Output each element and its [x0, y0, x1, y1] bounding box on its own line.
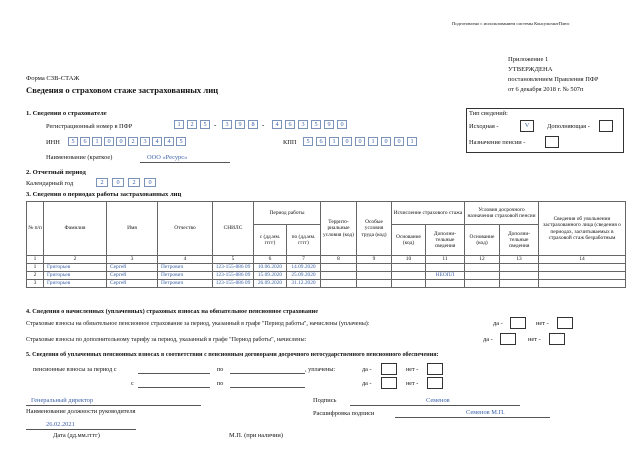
row-territory [321, 272, 357, 280]
row-calc-extra [426, 264, 465, 272]
table-row[interactable] [27, 280, 626, 288]
row-to: 25.09.2020 [287, 272, 321, 280]
reg-digit: 8 [248, 120, 258, 129]
org-name-underline [140, 162, 230, 163]
col-to-header: по (дд.мм. гггг) [287, 225, 321, 256]
appendix-line3: постановлением Правления ПФР [508, 76, 599, 83]
col-number: 9 [357, 256, 392, 264]
inn-digit: 1 [92, 137, 102, 146]
kpp-label: КПП [283, 139, 297, 146]
col-early-basis-header: Основание (код) [465, 225, 500, 256]
year-digit: 0 [144, 178, 156, 187]
inn-label: ИНН [46, 139, 60, 146]
info-type-initial-checkbox[interactable]: V [520, 120, 534, 132]
info-type-pension-checkbox[interactable] [545, 136, 559, 148]
section2-title: 2. Отчетный период [26, 169, 86, 176]
section5-yes2-label: да - [362, 380, 372, 387]
section5-yes2-checkbox[interactable] [381, 377, 397, 389]
inn-digit: 6 [80, 137, 90, 146]
col-period-header: Период работы [254, 202, 321, 225]
row-surname: Григорьев [44, 272, 107, 280]
year-digit: 0 [112, 178, 124, 187]
section4-yes2-checkbox[interactable] [500, 333, 516, 345]
table-row[interactable] [27, 272, 626, 280]
reg-digit: 1 [174, 120, 184, 129]
info-type-label: Тип сведений: [469, 110, 508, 117]
form-name: Форма СЗВ-СТАЖ [26, 75, 80, 82]
section5-from2-field[interactable] [138, 387, 210, 388]
inn-digit: 5 [68, 137, 78, 146]
col-number: 4 [158, 256, 213, 264]
section5-no2-label: нет - [406, 380, 419, 387]
col-calc-header: Исчисление страхового стажа [392, 202, 465, 225]
col-num-header: № п/п [27, 202, 44, 256]
row-name: Сергей [107, 280, 158, 288]
table-row[interactable] [27, 264, 626, 272]
appendix-line2: УТВЕРЖДЕНА [508, 66, 553, 73]
row-num: 2 [27, 272, 44, 280]
row-special [357, 264, 392, 272]
section4-line1: Страховые взносы на обязательное пенсионное страхование за период, указанный в графе "Период работы", начислены (уплачены): [26, 321, 370, 327]
inn-digit: 5 [176, 137, 186, 146]
info-type-initial-label: Исходная - [469, 123, 499, 130]
info-type-supplement-label: Дополняющая - [547, 123, 590, 130]
reg-digit: 2 [187, 120, 197, 129]
kpp-cells[interactable] [303, 136, 433, 147]
section4-yes1-label: да - [493, 320, 503, 327]
kpp-digit: 1 [329, 137, 339, 146]
row-snils: 123-155-886 09 [213, 280, 254, 288]
year-digit: 2 [128, 178, 140, 187]
row-special [357, 280, 392, 288]
section5-yes1-checkbox[interactable] [381, 363, 397, 375]
reg-digit: 5 [200, 120, 210, 129]
reg-digit: 3 [298, 120, 308, 129]
col-calc-extra-header: Дополни-тельные сведения [426, 225, 465, 256]
col-calc-basis-header: Основание (код) [392, 225, 426, 256]
appendix-line4: от 6 декабря 2018 г. № 507п [508, 86, 584, 93]
position-label: Наименование должности руководителя [26, 408, 136, 415]
section4-title: 4. Сведения о начисленных (уплаченных) страховых взносах на обязательное пенсионное страхование [26, 308, 319, 315]
year-cells[interactable] [96, 177, 176, 188]
row-name: Сергей [107, 272, 158, 280]
row-from: 26.09.2020 [254, 280, 287, 288]
col-number: 12 [465, 256, 500, 264]
sign-value[interactable]: Семенов [426, 397, 450, 404]
reg-digit: 9 [235, 120, 245, 129]
kpp-digit: 0 [394, 137, 404, 146]
row-calc-extra: НЕОПЛ [426, 272, 465, 280]
work-periods-table [26, 201, 626, 288]
position-underline [26, 405, 201, 406]
sign-underline [350, 405, 520, 406]
section5-by1-label: по [217, 366, 224, 373]
row-early-extra [500, 280, 539, 288]
section5-period-label: пенсионные взносы за период с [33, 366, 117, 373]
row-num: 1 [27, 264, 44, 272]
kpp-digit: 5 [303, 137, 313, 146]
col-patronymic-header: Отчество [158, 202, 213, 256]
row-name: Сергей [107, 264, 158, 272]
consultant-note: Подготовлено с использованием системы КонсультантПлюс [452, 21, 570, 26]
reg-digit: 0 [337, 120, 347, 129]
director-position[interactable]: Генеральный директор [31, 397, 94, 404]
section5-no1-label: нет - [406, 366, 419, 373]
inn-digit: 2 [128, 137, 138, 146]
row-early-basis [465, 272, 500, 280]
row-dismissal [539, 280, 626, 288]
date-value[interactable]: 26.02.2021 [46, 421, 75, 428]
row-to: 31.12.2020 [287, 280, 321, 288]
section4-no2-checkbox[interactable] [549, 333, 565, 345]
col-snils-header: СНИЛС [213, 202, 254, 256]
col-name-header: Имя [107, 202, 158, 256]
section4-yes1-checkbox[interactable] [510, 317, 526, 329]
row-calc-basis [392, 272, 426, 280]
info-type-supplement-checkbox[interactable] [599, 120, 613, 132]
row-from: 15.09.2020 [254, 272, 287, 280]
inn-digit: 4 [152, 137, 162, 146]
section4-yes2-label: да - [483, 336, 493, 343]
col-early-header: Условия досрочного назначения страховой пенсии [465, 202, 539, 225]
col-from-header: с (дд.мм. гггг) [254, 225, 287, 256]
section5-to2-field[interactable] [230, 387, 305, 388]
section5-from2-label: с [131, 380, 134, 387]
col-number: 1 [27, 256, 44, 264]
section5-paid-label: , уплачены: [305, 366, 336, 373]
row-snils: 123-155-886 09 [213, 272, 254, 280]
section4-line2: Страховые взносы по дополнительному тарифу за период, указанный в графе "Период работы", начислены: [26, 337, 307, 343]
reg-digit: 9 [324, 120, 334, 129]
col-number: 13 [500, 256, 539, 264]
decode-underline [395, 417, 550, 418]
appendix-line1: Приложение 1 [508, 56, 549, 63]
year-label: Календарный год [26, 180, 74, 187]
inn-cells[interactable] [68, 136, 208, 147]
page-title: Сведения о страховом стаже застрахованных лиц [26, 85, 219, 95]
decode-label: Расшифровка подписи [313, 410, 375, 417]
section4-no1-label: нет - [536, 320, 549, 327]
row-patronymic: Петрович [158, 280, 213, 288]
col-number: 11 [426, 256, 465, 264]
row-snils: 123-155-886 09 [213, 264, 254, 272]
stamp-label: М.П. (при наличии) [229, 432, 283, 439]
row-patronymic: Петрович [158, 264, 213, 272]
reg-digit: 6 [285, 120, 295, 129]
kpp-digit: 1 [407, 137, 417, 146]
col-number: 2 [44, 256, 107, 264]
row-surname: Григорьев [44, 264, 107, 272]
date-label: Дата (дд.мм.гггг) [53, 432, 100, 439]
col-early-extra-header: Дополни-тельные сведения [500, 225, 539, 256]
reg-digit: 3 [222, 120, 232, 129]
row-dismissal [539, 272, 626, 280]
reg-number-cells[interactable] [174, 119, 364, 130]
row-early-extra [500, 272, 539, 280]
row-to: 14.09.2020 [287, 264, 321, 272]
row-from: 10.06.2020 [254, 264, 287, 272]
section5-from1-field[interactable] [138, 373, 210, 374]
col-number: 6 [254, 256, 287, 264]
kpp-digit: 1 [368, 137, 378, 146]
reg-dash: - [262, 121, 265, 129]
kpp-digit: 0 [355, 137, 365, 146]
org-name-label: Наименование (краткое) [46, 154, 113, 161]
kpp-digit: 6 [316, 137, 326, 146]
section5-by2-label: по [217, 380, 224, 387]
reg-digit: 5 [311, 120, 321, 129]
row-calc-extra [426, 280, 465, 288]
year-digit: 2 [96, 178, 108, 187]
col-special-header: Особые условия труда (код) [357, 202, 392, 256]
row-territory [321, 280, 357, 288]
section5-no2-checkbox[interactable] [427, 377, 443, 389]
section1-title: 1. Сведения о страхователе [26, 110, 107, 117]
section5-title: 5. Сведения об уплаченных пенсионных взносах в соответствии с пенсионным договорами досрочного негосударственного пенсионного обеспечения: [26, 352, 439, 358]
reg-number-label: Регистрационный номер в ПФР [46, 123, 133, 130]
row-calc-basis [392, 264, 426, 272]
row-special [357, 272, 392, 280]
sign-label: Подпись [313, 397, 337, 404]
col-number: 3 [107, 256, 158, 264]
col-surname-header: Фамилия [44, 202, 107, 256]
section5-to1-field[interactable] [230, 373, 305, 374]
inn-digit: 4 [164, 137, 174, 146]
row-patronymic: Петрович [158, 272, 213, 280]
col-number: 8 [321, 256, 357, 264]
section3-title: 3. Сведения о периодах работы застрахованных лиц [26, 191, 182, 198]
row-surname: Григорьев [44, 280, 107, 288]
row-calc-basis [392, 280, 426, 288]
row-early-basis [465, 280, 500, 288]
col-number: 14 [539, 256, 626, 264]
inn-digit: 0 [104, 137, 114, 146]
row-early-extra [500, 264, 539, 272]
inn-digit: 3 [140, 137, 150, 146]
kpp-digit: 0 [342, 137, 352, 146]
col-number: 7 [287, 256, 321, 264]
info-type-pension-label: Назначение пенсии - [469, 139, 526, 146]
section5-yes1-label: да - [362, 366, 372, 373]
section5-no1-checkbox[interactable] [427, 363, 443, 375]
reg-dash: - [214, 121, 217, 129]
kpp-digit: 0 [381, 137, 391, 146]
section4-no2-label: нет - [528, 336, 541, 343]
col-territory-header: Террито-риальные условия (код) [321, 202, 357, 256]
decode-value[interactable]: Семенов М.П. [466, 409, 505, 416]
row-territory [321, 264, 357, 272]
section4-no1-checkbox[interactable] [557, 317, 573, 329]
row-dismissal [539, 264, 626, 272]
date-underline [26, 429, 136, 430]
col-dismissal-header: Сведения об увольнении застрахованного лица (сведения о периодах, засчитываемых в страховой стаж безработным [539, 202, 626, 256]
inn-digit: 0 [116, 137, 126, 146]
row-num: 3 [27, 280, 44, 288]
col-number: 10 [392, 256, 426, 264]
col-number: 5 [213, 256, 254, 264]
reg-digit: 4 [272, 120, 282, 129]
row-early-basis [465, 264, 500, 272]
org-name-value[interactable]: ООО «Ресурс» [147, 154, 188, 161]
